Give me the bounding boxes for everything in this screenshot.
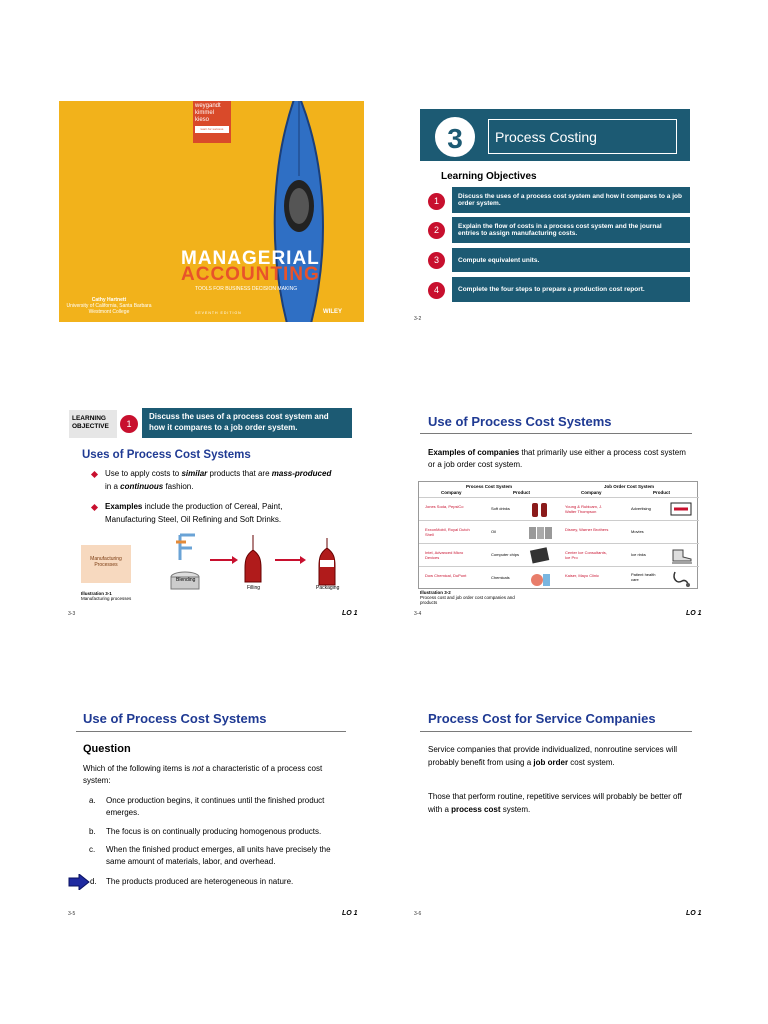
table-row bbox=[419, 566, 559, 589]
book-cover bbox=[59, 101, 364, 322]
company-cell: Disney, Warner Brothers bbox=[565, 527, 609, 532]
ice-skate-icon bbox=[669, 546, 695, 564]
intro-bold: Examples of companies bbox=[428, 448, 520, 457]
question-text-c: a characteristic of a process cost system: bbox=[83, 764, 323, 785]
process-cost-column bbox=[419, 482, 559, 588]
company-cell: ExxonMobil, Royal Dutch Shell bbox=[425, 527, 470, 537]
option-a-letter: a. bbox=[89, 796, 96, 805]
stethoscope-icon bbox=[669, 569, 695, 587]
bullet-1-mass-produced: mass-produced bbox=[271, 469, 332, 478]
slide-number: 3-5 bbox=[68, 911, 76, 917]
publisher-logo: WILEY bbox=[323, 309, 342, 315]
objective-number-1: 1 bbox=[428, 193, 445, 210]
company-cell: Dow Chemical, DuPont bbox=[425, 573, 467, 578]
bullet-1-text-c: products that are bbox=[207, 469, 272, 478]
process-cost-header: Process Cost System bbox=[465, 484, 513, 489]
lo-tag: LO 1 bbox=[342, 610, 358, 617]
paragraph-1-text-c: cost system. bbox=[568, 758, 615, 767]
tagline: learn for success bbox=[195, 126, 229, 133]
company-cell: Kaiser, Mayo Clinic bbox=[565, 573, 600, 578]
option-d-letter: d. bbox=[90, 877, 97, 886]
oil-barrels-icon bbox=[527, 523, 553, 541]
slide-title: Uses of Process Cost Systems bbox=[82, 449, 251, 461]
slide-number: 3-3 bbox=[68, 611, 76, 617]
slide-title: Use of Process Cost Systems bbox=[83, 711, 267, 726]
paragraph-1-job-order: job order bbox=[533, 758, 569, 767]
answer-arrow-icon bbox=[68, 874, 90, 890]
table-row bbox=[559, 543, 699, 566]
table-row bbox=[559, 497, 699, 520]
objective-number-2: 2 bbox=[428, 222, 445, 239]
option-a-text: Once production begins, it continues until the finished product emerges. bbox=[106, 796, 325, 817]
paragraph-1 bbox=[428, 743, 683, 769]
product-col-header: Product bbox=[513, 490, 531, 495]
learning-objective-text: Discuss the uses of a process cost system and how it compares to a job order system. bbox=[142, 408, 352, 438]
bullet-1-continuous: continuous bbox=[120, 482, 164, 491]
contributor-affiliation-2: Westmont College bbox=[88, 309, 130, 315]
table-row bbox=[419, 497, 559, 520]
lo-tag: LO 1 bbox=[342, 910, 358, 917]
company-cell: Intel, Advanced Micro Devices bbox=[425, 550, 464, 560]
objective-text-2: Explain the flow of costs in a process cost system and the journal entries to assign manufacturing costs. bbox=[452, 217, 690, 243]
table-row bbox=[419, 543, 559, 566]
company-col-header: Company bbox=[441, 490, 462, 495]
table-row bbox=[419, 520, 559, 543]
option-b-letter: b. bbox=[89, 827, 96, 836]
company-col-header: Company bbox=[581, 490, 602, 495]
product-cell: Computer chips bbox=[491, 552, 520, 557]
contributor-block bbox=[63, 297, 155, 315]
author-brand-box bbox=[193, 101, 231, 143]
illustration-title: Illustration 3-2 bbox=[420, 590, 451, 595]
question-not: not bbox=[192, 764, 204, 773]
bullet-1 bbox=[105, 467, 335, 493]
objective-number-4: 4 bbox=[428, 282, 445, 299]
chapter-number-badge: 3 bbox=[433, 115, 477, 159]
slide-number: 3-6 bbox=[414, 911, 422, 917]
company-cell: Center Ice Consultants, Ice Pro bbox=[565, 550, 607, 560]
job-order-header: Job Order Cost System bbox=[603, 484, 654, 489]
author-kieso: kieso bbox=[195, 117, 210, 123]
product-cell: Oil bbox=[491, 529, 496, 534]
title-rule bbox=[76, 731, 346, 732]
product-cell: Chemicals bbox=[491, 575, 510, 580]
question-label: Question bbox=[83, 743, 131, 755]
product-cell: Patient health care bbox=[631, 572, 656, 582]
illustration-caption: Process cost and job order cost companies and products bbox=[420, 595, 515, 605]
manufacturing-processes-box: Manufacturing Processes bbox=[81, 545, 131, 583]
product-cell: Ice rinks bbox=[631, 552, 646, 557]
company-cell: Jones Soda, PepsiCo bbox=[425, 504, 464, 509]
cover-title-line2: ACCOUNTING bbox=[181, 264, 320, 285]
option-b-text: The focus is on continually producing homogenous products. bbox=[106, 827, 322, 836]
bullet-1-text-e: in a bbox=[105, 482, 121, 491]
title-rule bbox=[420, 731, 692, 732]
paragraph-1-text-a: Service companies that provide individualized, nonroutine services will probably benefit from using a bbox=[428, 745, 678, 767]
product-cell: Soft drinks bbox=[491, 506, 510, 511]
intro-text bbox=[428, 447, 690, 471]
product-col-header: Product bbox=[653, 490, 671, 495]
option-d-text: The products produced are heterogeneous in nature. bbox=[106, 877, 294, 886]
product-cell: Movies bbox=[631, 529, 644, 534]
contributor-affiliation-1: University of California, Santa Barbara bbox=[66, 303, 152, 309]
blending-label: Blending bbox=[176, 577, 196, 583]
paragraph-2-text-a: Those that perform routine, repetitive services will probably be better off with a bbox=[428, 792, 682, 814]
bullet-2-examples: Examples bbox=[105, 502, 143, 511]
option-c-letter: c. bbox=[89, 845, 96, 854]
slide-title: Use of Process Cost Systems bbox=[428, 414, 612, 429]
cover-title-line1: MANAGERIAL bbox=[181, 248, 320, 269]
advertising-sign-icon bbox=[669, 500, 695, 518]
bullet-1-text-g: fashion. bbox=[163, 482, 194, 491]
lo-tag: LO 1 bbox=[686, 910, 702, 917]
objective-text-3: Compute equivalent units. bbox=[452, 248, 690, 272]
lo-tag: LO 1 bbox=[686, 610, 702, 617]
question-text bbox=[83, 763, 338, 787]
paragraph-2-process-cost: process cost bbox=[451, 805, 501, 814]
contributor-name: Cathy Hartnett bbox=[91, 297, 127, 303]
bullet-2-text: include the production of Cereal, Paint, Manufacturing Steel, Oil Refining and Soft Drinks. bbox=[105, 502, 283, 524]
bullet-diamond-icon bbox=[91, 504, 98, 511]
intro-rest: that primarily use either a process cost system or a job order cost system. bbox=[428, 448, 686, 469]
learning-objectives-heading: Learning Objectives bbox=[441, 171, 537, 182]
title-rule bbox=[420, 433, 692, 434]
option-c-text: When the finished product emerges, all units have precisely the same amount of materials, labor, and overhead. bbox=[106, 845, 331, 866]
chemicals-flask-icon bbox=[527, 569, 553, 587]
soda-bottles-icon bbox=[527, 500, 553, 518]
bullet-1-text-a: Use to apply costs to bbox=[105, 469, 182, 478]
edition-label: SEVENTH EDITION bbox=[195, 311, 242, 315]
illustration-caption: Manufacturing processes bbox=[81, 596, 132, 601]
paragraph-2-text-c: system. bbox=[500, 805, 531, 814]
slide-number: 3-4 bbox=[414, 611, 422, 617]
objective-number-3: 3 bbox=[428, 252, 445, 269]
illustration-title: Illustration 3-1 bbox=[81, 591, 112, 596]
author-weygandt: weygandt bbox=[195, 103, 221, 109]
paragraph-2 bbox=[428, 790, 683, 816]
table-row bbox=[559, 520, 699, 543]
bullet-2 bbox=[105, 500, 335, 526]
bullet-1-similar: similar bbox=[181, 469, 208, 478]
learning-objective-label: LEARNING OBJECTIVE bbox=[69, 410, 117, 438]
table-row bbox=[559, 566, 699, 589]
filling-label: Filling bbox=[247, 585, 261, 591]
job-order-column bbox=[559, 482, 699, 588]
objective-text-1: Discuss the uses of a process cost system and how it compares to a job order system. bbox=[452, 187, 690, 213]
company-cell: Young & Rubicam, J. Walter Thompson bbox=[565, 504, 603, 514]
packaging-label: Packaging bbox=[316, 585, 340, 591]
learning-objective-number: 1 bbox=[120, 415, 138, 433]
question-text-a: Which of the following items is bbox=[83, 764, 193, 773]
chapter-title: Process Costing bbox=[488, 119, 677, 154]
author-kimmel: kimmel bbox=[195, 110, 214, 116]
companies-table bbox=[418, 481, 698, 589]
bullet-diamond-icon bbox=[91, 471, 98, 478]
slide-title: Process Cost for Service Companies bbox=[428, 711, 656, 726]
product-cell: Advertising bbox=[631, 506, 651, 511]
objective-text-4: Complete the four steps to prepare a production cost report. bbox=[452, 277, 690, 302]
slide-number: 3-2 bbox=[414, 316, 422, 322]
computer-chip-icon bbox=[527, 546, 553, 564]
cover-subtitle: TOOLS FOR BUSINESS DECISION MAKING bbox=[195, 286, 298, 292]
